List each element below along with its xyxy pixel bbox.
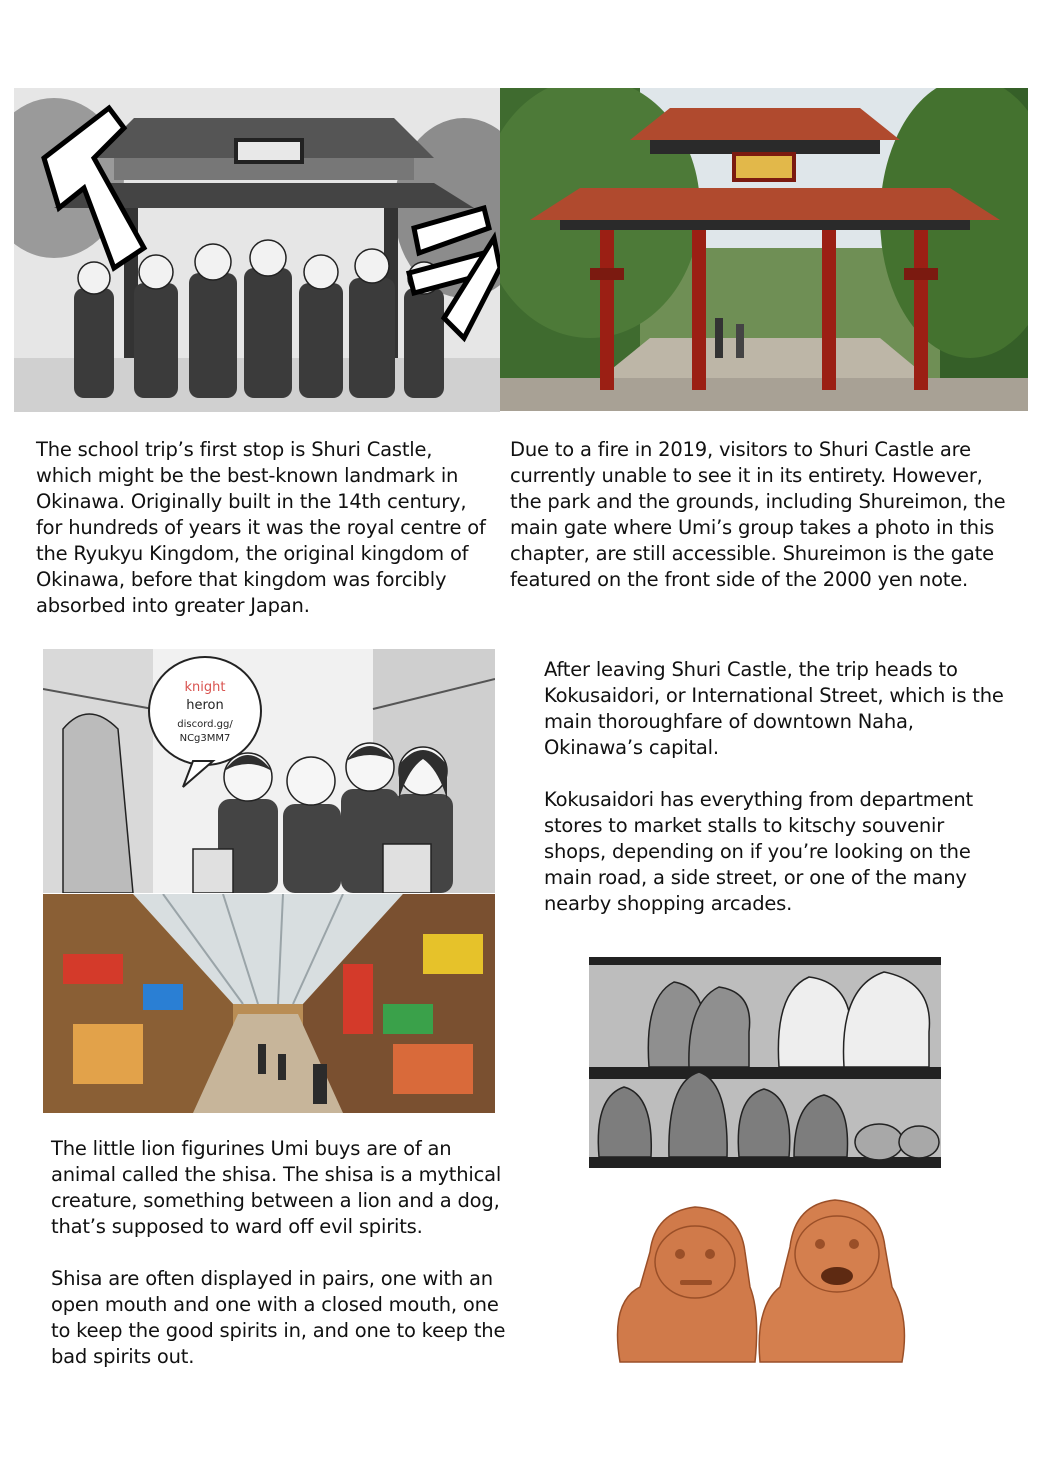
photo-shureimon-gate — [500, 88, 1028, 411]
text-shuri-castle-intro — [36, 437, 486, 619]
paragraph-shuri-intro: The school trip’s first stop is Shuri Castle, which might be the best-known landmark in Okinawa. Originally built in the 14th century, for hundreds of years it was the royal centre of the Ryukyu Kingdom, the original kingdom of Okinawa, before that kingdom was forcibly absorbed into greater Japan. — [36, 438, 486, 617]
photo-shisa-pair — [610, 1192, 910, 1370]
watermark-line-2: heron — [186, 698, 224, 713]
paragraph-shuri-fire: Due to a fire in 2019, visitors to Shuri Castle are currently unable to see it in its entirety. However, the park and the grounds, including Shureimon, the main gate where Umi’s group takes a photo in this chapter, are still accessible. Shureimon is the gate featured on the front side of the 2000 yen note. — [510, 438, 1006, 591]
manga-panel-shisa-figurines — [589, 957, 941, 1168]
manga-panel-group-photo — [14, 88, 500, 412]
text-shuri-castle-fire — [510, 437, 1015, 593]
text-kokusaidori — [544, 657, 1004, 917]
paragraph-kokusaidori-1: After leaving Shuri Castle, the trip heads to Kokusaidori, or International Street, which is the main thoroughfare of downtown Naha, Okinawa’s capital. — [544, 658, 1004, 759]
watermark-line-4: NCg3MM7 — [179, 733, 231, 744]
paragraph-kokusaidori-2: Kokusaidori has everything from department stores to market stalls to kitschy souvenir shops, depending on if you’re looking on the main road, a side street, or one of the many nearby shopping arcades. — [544, 788, 973, 915]
text-shisa — [51, 1136, 521, 1370]
manga-panel-street-girls — [43, 649, 495, 893]
watermark-line-1: knight — [184, 680, 226, 695]
watermark-line-3: discord.gg/ — [177, 719, 233, 730]
paragraph-shisa-2: Shisa are often displayed in pairs, one with an open mouth and one with a closed mouth, one to keep the good spirits in, and one to keep the bad spirits out. — [51, 1267, 506, 1368]
paragraph-shisa-1: The little lion figurines Umi buys are of an animal called the shisa. The shisa is a mythical creature, something between a lion and a dog, that’s supposed to ward off evil spirits. — [51, 1137, 502, 1238]
photo-shopping-arcade — [43, 894, 495, 1113]
